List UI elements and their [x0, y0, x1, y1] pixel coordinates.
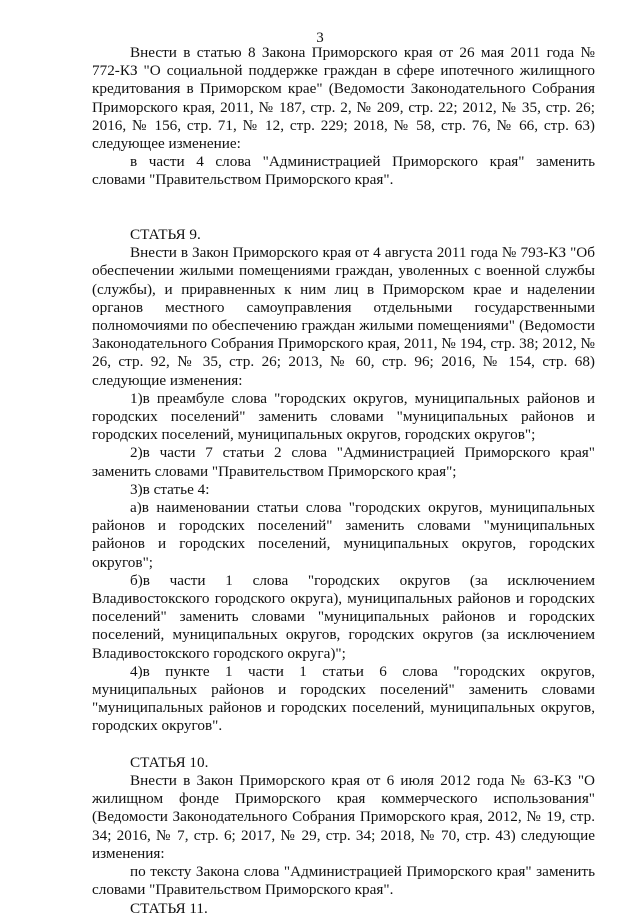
paragraph-article10-intro: Внести в Закон Приморского края от 6 июля 2012 года № 63-КЗ "О жилищном фонде Приморского края коммерческого использования" (Ведомости Законодательного Собрания Приморского края, 2012, № 19, стр. 34; 2016, № 7, стр. 6; 2017, № 29, стр. 34; 2018, № 70, стр. 43) следующие изменения: [92, 772, 595, 862]
paragraph-article9-intro: Внести в Закон Приморского края от 4 августа 2011 года № 793-КЗ "Об обеспечении жилыми помещениями граждан, уволенных с военной службы (службы), и приравненных к ним лиц в Приморском крае и наделении органов местного самоуправления отдельными государственными полномочиями по обеспечению граждан жилыми помещениями" (Ведомости Законодательного Собрания Приморского края, 2011, № 194, стр. 38; 2012, № 26, стр. 92, № 35, стр. 26; 2013, № 60, стр. 96; 2016, № 154, стр. 68) следующие изменения: [92, 244, 595, 389]
article-9-heading: СТАТЬЯ 9. [130, 226, 201, 243]
paragraph-article9-item1: 1)в преамбуле слова "городских округов, муниципальных районов и городских поселений" заменить словами "муниципальных районов и городских поселений, муниципальных округов, городских округов"; [92, 389, 595, 444]
document-body [92, 44, 595, 918]
article-10-heading: СТАТЬЯ 10. [130, 753, 209, 771]
paragraph-article8-intro: Внести в статью 8 Закона Приморского края от 26 мая 2011 года № 772-КЗ "О социальной поддержке граждан в сфере ипотечного жилищного кредитования в Приморском крае" (Ведомости Законодательного Собрания Приморского края, 2011, № 187, стр. 2, № 209, стр. 22; 2012, № 35, стр. 26; 2016, № 156, стр. 71, № 12, стр. 229; 2018, № 58, стр. 76, № 66, стр. 63) следующее изменение: [92, 44, 595, 153]
paragraph-article9-item3a: а)в наименовании статьи слова "городских округов, муниципальных районов и городских поселений" заменить словами "муниципальных районов и городских поселений, муниципальных округов, городских округов"; [92, 499, 595, 571]
paragraph-article9-item2: 2)в части 7 статьи 2 слова "Администрацией Приморского края" заменить словами "Правительством Приморского края"; [92, 444, 595, 480]
paragraph-article9-item4: 4)в пункте 1 части 1 статьи 6 слова "городских округов, муниципальных районов и городских поселений" заменить словами "муниципальных районов и городских поселений, муниципальных округов, городских округов". [92, 662, 595, 735]
article-11-heading: СТАТЬЯ 11. [130, 899, 208, 917]
paragraph-article10-change: по тексту Закона слова "Администрацией Приморского края" заменить словами "Правительством Приморского края". [92, 863, 595, 899]
paragraph-article9-item3: 3)в статье 4: [130, 480, 210, 498]
paragraph-article8-change: в части 4 слова "Администрацией Приморского края" заменить словами "Правительством Приморского края". [92, 153, 595, 189]
paragraph-article9-item3b: б)в части 1 слова "городских округов (за исключением Владивостокского городского округа), муниципальных районов и городских поселений" заменить словами "муниципальных районов и городских поселений, муниципальных округов, городских округов (за исключением Владивостокского городского округа)"; [92, 571, 595, 662]
page-number: 3 [316, 30, 324, 46]
